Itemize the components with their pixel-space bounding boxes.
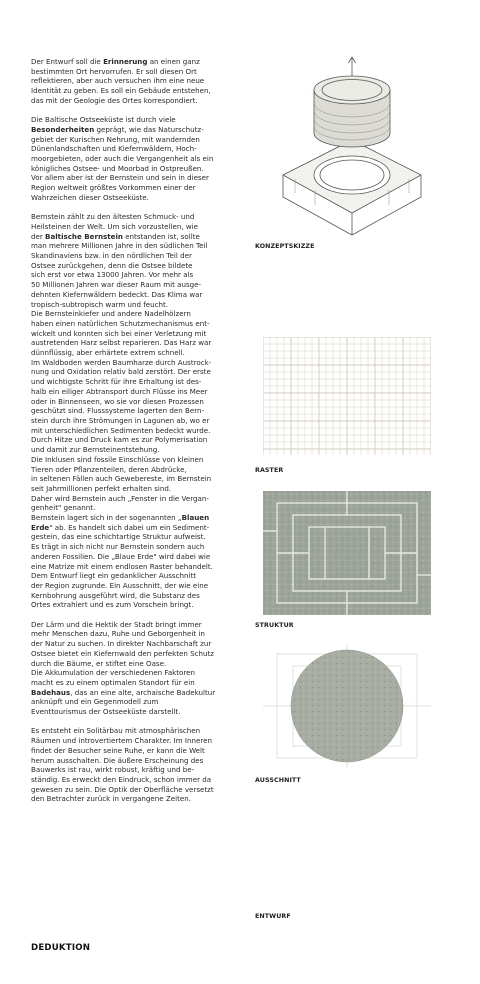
struktur-texture-illustration [263, 491, 431, 615]
paragraph-amber-history [31, 212, 243, 610]
paragraph-bathhouse-site [31, 620, 243, 717]
raster-grid-illustration [263, 337, 431, 455]
text-run: Bernstein zählt zu den ältesten Schmuck- und Heilsteinen der Welt. Um sich vorzustellen, wie der [31, 212, 198, 241]
text-run: Die Baltische Ostseeküste ist durch viele [31, 115, 176, 125]
highlighted-term: Badehaus [31, 687, 71, 697]
page-section-title: DEDUKTION [31, 943, 91, 953]
caption-raster: RASTER [255, 467, 284, 474]
paragraph-solitaire-building [31, 726, 243, 804]
text-run: " ab. Es handelt sich dabei um ein Sediment- gestein, das eine schichtartige Struktur aufweist. Es trägt in sich nicht nur Bernstein sondern auch anderen Fossilien. Die „Blaue Erde" wird dabei wie eine Matrize mit einem endlosen Raster behandelt. Dem Entwurf liegt ein gedanklicher Ausschnitt der Region zugrunde. Ein Ausschnitt, der wie eine Kernbohrung ausgeführt wird, die Substanz des Ortes extrahiert und es zum Vorschein bringt. [31, 522, 213, 610]
caption-konzeptskizze: KONZEPTSKIZZE [255, 243, 315, 250]
highlighted-term: Erinnerung [103, 57, 148, 66]
caption-entwurf: ENTWURF [255, 913, 291, 920]
body-text-column [31, 57, 243, 814]
text-run: Der Lärm und die Hektik der Stadt bringt immer mehr Menschen dazu, Ruhe und Geborgenheit in der Natur zu suchen. In direkter Nachbarschaft zur Ostsee bietet ein Kiefernwald den perfekten Schutz durch die Bäume, er stiftet eine Oase. Die Akkumulation der verschiedenen Faktoren macht es zu einem optimalen Standort für ein [31, 619, 215, 687]
paragraph-intro [31, 57, 243, 106]
highlighted-term: Besonderheiten [31, 124, 95, 134]
caption-ausschnitt: AUSSCHNITT [255, 777, 301, 784]
text-run: geprägt, wie das Naturschutz- gebiet der Kurischen Nehrung, mit wandernden Dünenlandschaften und Kiefernwäldern, Hoch- moorgebieten, oder auch die Vergangenheit als ein königliches Ostsee- und Moorbad in Ostpreußen. Vor allem aber ist der Bernstein und sein in dieser Region weltweit größtes Vorkommen einer der Wahrzeichen dieser Ostseeküste. [31, 124, 214, 202]
highlighted-term: Blauen Erde [31, 513, 210, 532]
ausschnitt-cutout-illustration [263, 644, 431, 768]
text-run: Der Entwurf soll die [31, 57, 104, 66]
highlighted-term: Baltische Bernstein [45, 231, 123, 241]
concept-sketch-illustration [255, 55, 435, 240]
caption-struktur: STRUKTUR [255, 622, 294, 629]
text-run: entstanden ist, sollte man mehrere Millionen Jahre in den südlichen Teil Skandinaviens bzw. in den nördlichen Teil der Ostsee zurückgehen, denn die Ostsee bildete sich erst vor etwa 13000 Jahren. Vor mehr als 50 Millionen Jahren war dieser Raum mit ausge- dehnten Kiefernwäldern bedeckt. Das Klima war tropisch-subtropisch warm und feucht. Die Bernsteinkiefer und andere Nadelhölzern haben einen natürlichen Schutzmechanismus ent- wickelt und konnten sich bei einer Verletzung mit austretenden Harz selbst reparieren. Das Harz war dünnflüssig, aber erhärtete extrem schnell. Im Waldboden werden Baumharze durch Austrock- nung und Oxidation relativ bald zerstört. Der erste und wichtigste Schritt für ihre Erhaltung ist des- halb ein eiliger Abtransport durch Flüsse ins Meer oder in Binnenseen, wo sie vor diesen Prozessen geschützt sind. Flusssysteme lagerten den Bern- stein durch ihre Strömungen in Lagunen ab, wo er mit unterschiedlichen Sedimenten bedeckt wurde. Durch Hitze und Druck kam es zur Polymerisation und damit zur Bernsteinentstehung. Die Inklusen sind fossile Einschlüsse von kleinen Tieren oder Pflanzenteilen, deren Abdrücke, in seltenen Fällen auch Gewebereste, im Bernstein seit Jahrmillionen perfekt erhalten sind. Daher wird Bernstein auch „Fenster in die Vergan- genheit" genannt. Bernstein lagert sich in der sogenannten „ [31, 231, 212, 523]
text-run: an einen ganz bestimmten Ort hervorrufen. Er soll diesen Ort reflektieren, aber auch versuchen ihm eine neue Identität zu geben. Es soll ein Gebäude entstehen, das mit der Geologie des Ortes korrespondiert. [31, 57, 211, 105]
text-run: , das an eine alte, archaische Badekultur anknüpft und ein Gegenmodell zum Eventtourismus der Ostseeküste darstellt. [31, 687, 216, 717]
paragraph-baltic-coast [31, 115, 243, 202]
text-run: Es entsteht ein Solitärbau mit atmosphärischen Räumen und introvertiertem Charakter. Im Inneren findet der Besucher seine Ruhe, er kann die Welt herum ausschalten. Die äußere Erscheinung des Bauwerks ist rau, wirkt robust, kräftig und be- ständig. Es erweckt den Eindruck, schon immer da gewesen zu sein. Die Optik der Oberfläche versetzt den Betrachter zurück in vergangene Zeiten. [31, 726, 214, 804]
